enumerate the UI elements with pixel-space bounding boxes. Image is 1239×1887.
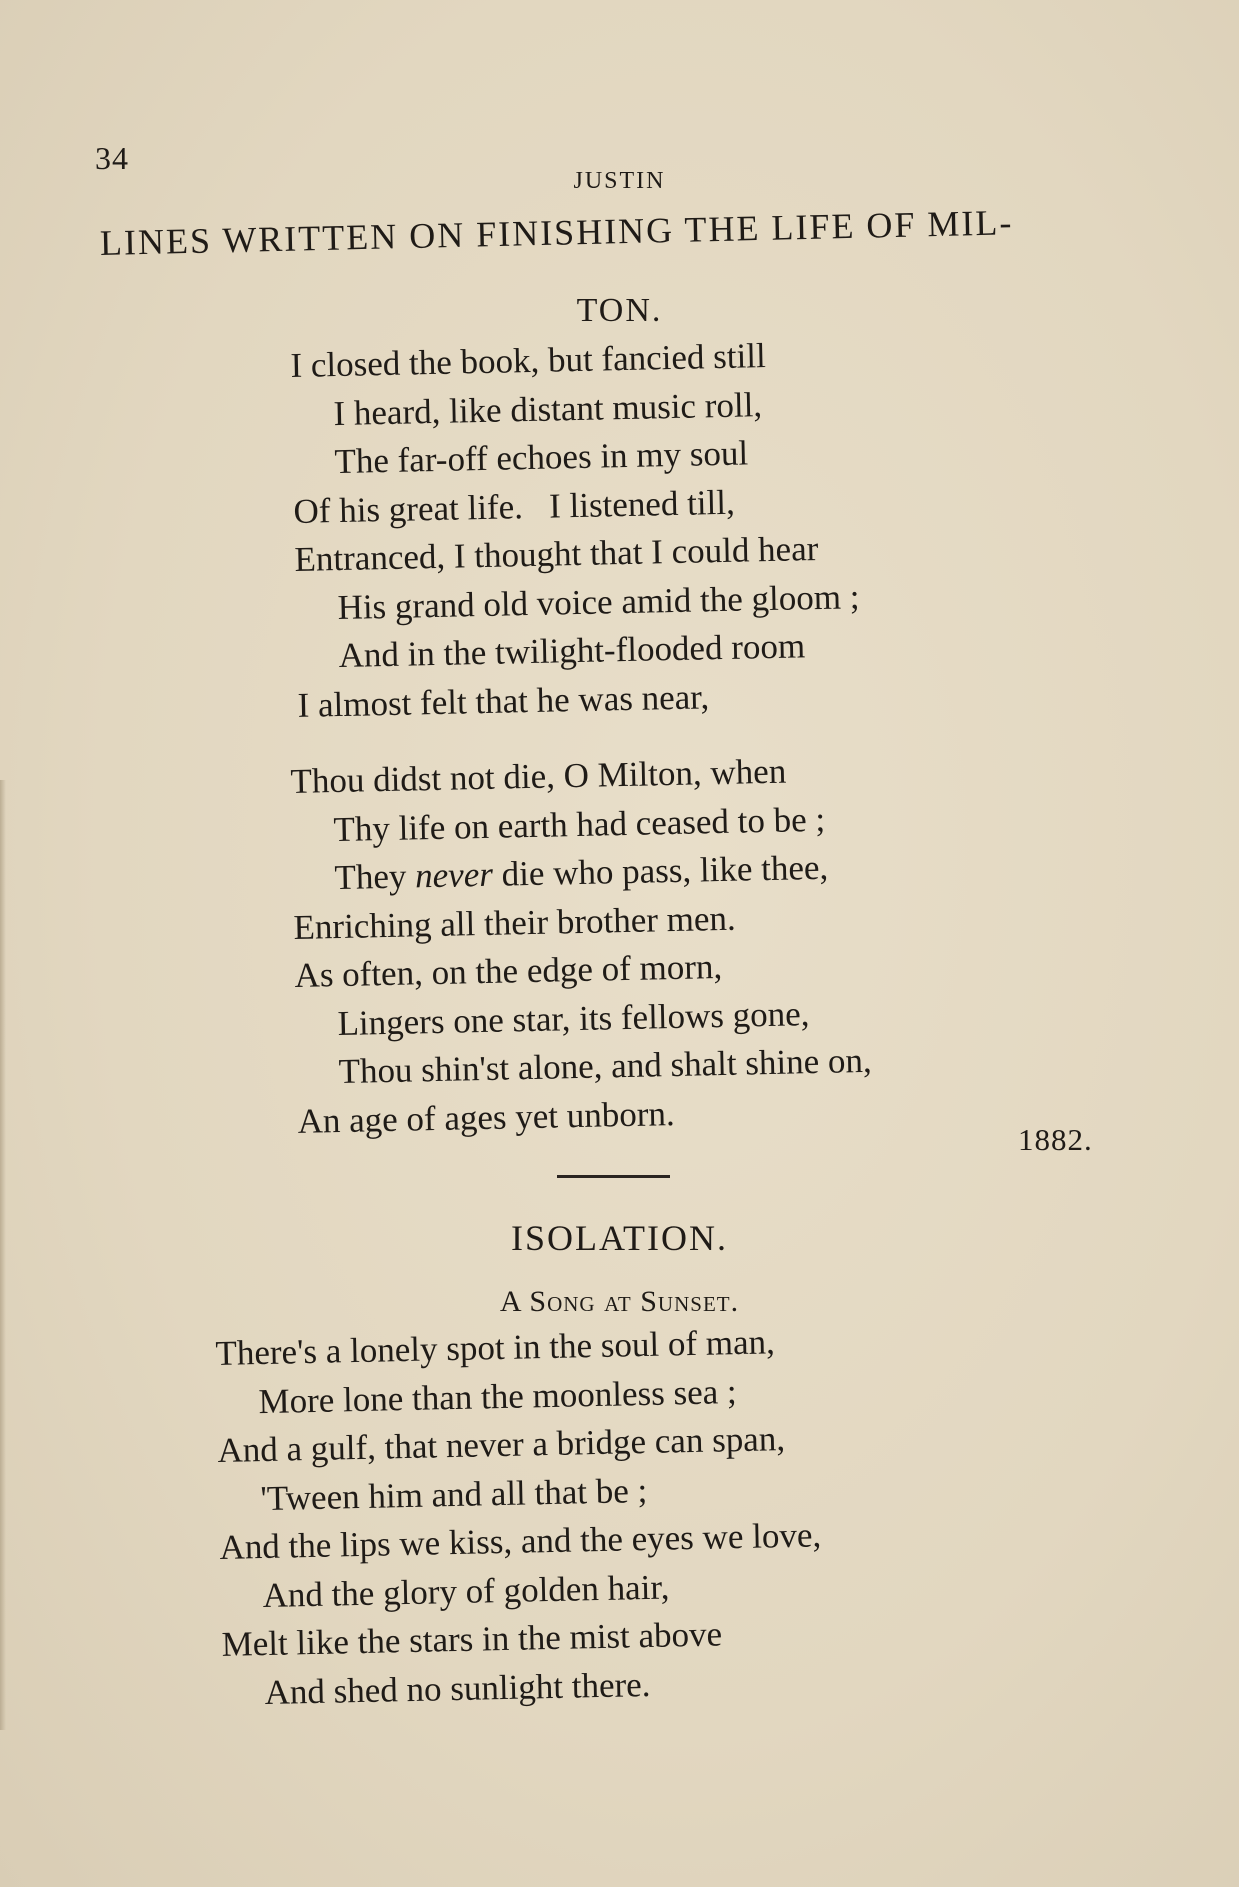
verse-line: More lone than the moonless sea ; <box>258 1371 738 1421</box>
verse-line: I closed the book, but fancied still <box>290 336 767 385</box>
italic-word: never <box>414 854 494 896</box>
verse-line: Thou didst not die, O Milton, when <box>290 751 787 801</box>
verse-line: 'Tween him and all that be ; <box>260 1470 648 1518</box>
poem-date: 1882. <box>1018 1122 1093 1157</box>
running-head <box>0 168 1239 195</box>
verse-line: The far-off echoes in my soul <box>334 433 749 482</box>
running-head-text: JUSTIN <box>573 168 666 194</box>
verse-line: An age of ages yet unborn. <box>297 1093 676 1141</box>
stanza-1 <box>290 330 862 730</box>
verse-text: They <box>334 856 416 898</box>
verse-line: There's a lonely spot in the soul of man, <box>215 1322 776 1373</box>
verse-line: I heard, like distant music roll, <box>333 384 763 433</box>
stanza-3 <box>215 1317 825 1718</box>
verse-line: Thou shin'st alone, and shalt shine on, <box>338 1040 873 1092</box>
verse-line: And shed no sunlight there. <box>264 1664 651 1712</box>
poem-title-line-1: LINES WRITTEN ON FINISHING THE LIFE OF MIL- <box>99 202 1014 263</box>
stanza-2 <box>290 746 873 1146</box>
poem-title-line-2: TON. <box>576 292 663 329</box>
section-divider <box>557 1175 670 1178</box>
verse-line: And in the twilight-flooded room <box>338 626 806 676</box>
verse-text: die who pass, like thee, <box>492 847 829 894</box>
verse-line: I almost felt that he was near, <box>297 676 710 725</box>
verse-line: Of his great life. I listened till, <box>293 482 736 531</box>
verse-line: Melt like the stars in the mist above <box>221 1614 723 1664</box>
poem-title: ISOLATION. <box>511 1218 728 1258</box>
page-number: 34 <box>95 140 129 176</box>
verse-line: Lingers one star, its fellows gone, <box>337 993 810 1043</box>
verse-line: Thy life on earth had ceased to be ; <box>333 799 826 849</box>
verse-line: Enriching all their brother men. <box>293 898 737 947</box>
verse-line: And the glory of golden hair, <box>262 1567 670 1615</box>
verse-line: And the lips we kiss, and the eyes we love, <box>219 1515 822 1567</box>
verse-line: His grand old voice amid the gloom ; <box>337 576 860 627</box>
poem-subtitle: A Song at Sunset. <box>499 1285 740 1318</box>
verse-line: And a gulf, that never a bridge can span, <box>217 1419 786 1470</box>
verse-line: Entranced, I thought that I could hear <box>294 528 819 579</box>
verse-line: As often, on the edge of morn, <box>294 946 723 995</box>
